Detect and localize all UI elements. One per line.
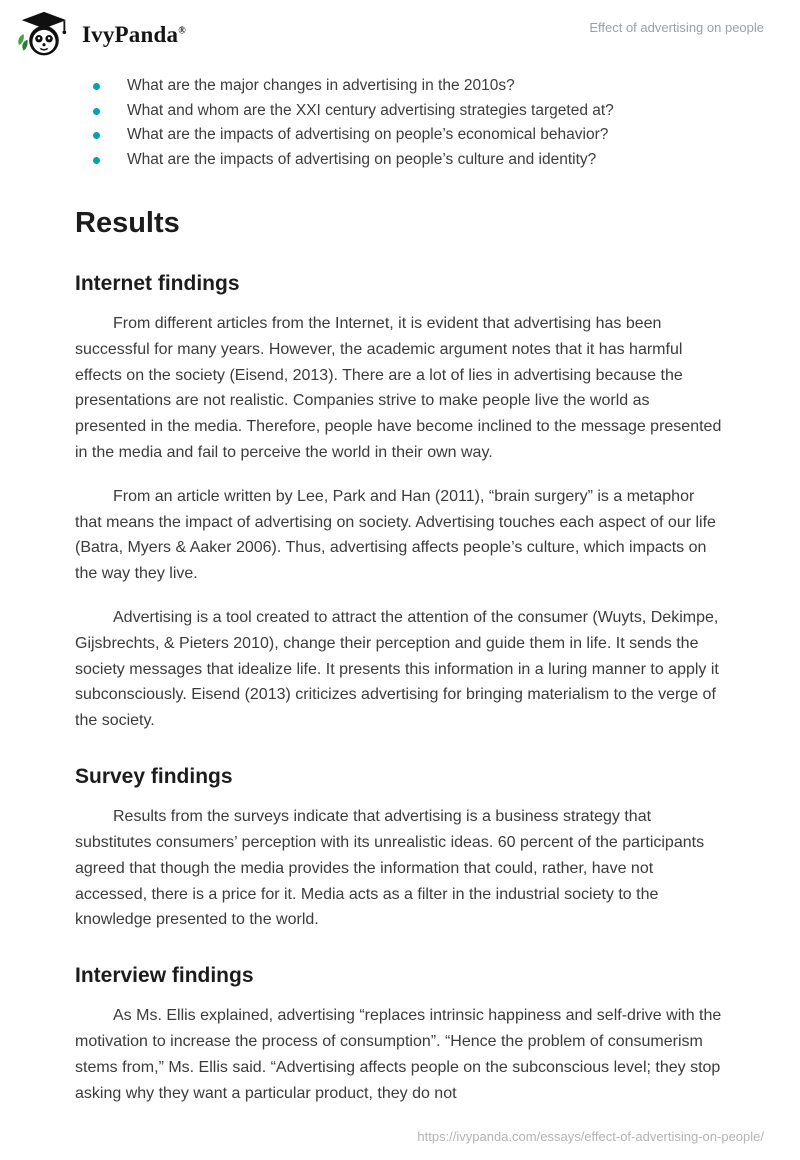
paragraph: Results from the surveys indicate that advertising is a business strategy that substitutes consumers’ perception with its unrealistic ideas. 60 percent of the participants agreed that though the media provides the information that could, rather, have not accessed, there is a price for it. Media acts as a filter in the industrial society to the knowledge presented to the world. [75,808,705,929]
subheading-interview-findings: Interview findings [75,964,254,988]
list-item [93,74,725,99]
list-item [93,99,725,124]
brand-wordmark: IvyPanda [82,22,179,47]
bullet-icon [93,83,100,90]
bullet-icon [93,108,100,115]
bullet-text: What are the major changes in advertising in the 2010s? [127,77,515,94]
bullet-text: What are the impacts of advertising on people’s economical behavior? [127,126,609,143]
page-footer [417,1128,764,1146]
paragraph: As Ms. Ellis explained, advertising “replaces intrinsic happiness and self-drive with the motivation to increase the process of consumption”. “Hence the problem of consumerism stems from,” Ms. Ellis said. “Advertising affects people on the subconscious level; they stop asking why they want a particular product, they do not [75,1007,722,1102]
document-title: Effect of advertising on people [589,20,764,35]
brand-name [82,22,186,48]
ivypanda-panda-logo-icon [16,10,72,60]
section-heading-results: Results [75,207,180,239]
brand-logo-link[interactable] [16,10,186,60]
page-header [0,0,800,60]
list-item [93,123,725,148]
paragraph: From different articles from the Internet, it is evident that advertising has been successful for many years. However, the academic argument notes that it has harmful effects on the society (Eisend, 2013). There are a lot of lies in advertising because the presentations are not realistic. Companies strive to make people live the world as presented in the media. Therefore, people have become inclined to the message presented in the media and fail to perceive the world in their own way. [75,315,722,462]
source-url-link[interactable]: https://ivypanda.com/essays/effect-of-advertising-on-people/ [417,1129,764,1144]
paragraph: Advertising is a tool created to attract the attention of the consumer (Wuyts, Dekimpe, Gijsbrechts, & Pieters 2010), change their perception and guide them in life. It sends the society messages that idealize life. It presents this information in a luring manner to apply it subconsciously. Eisend (2013) criticizes advertising for bringing materialism to the verge of the society. [75,609,719,730]
bullet-icon [93,157,100,164]
question-list [75,74,725,172]
bullet-icon [93,132,100,139]
bullet-text: What and whom are the XXI century advertising strategies targeted at? [127,101,614,119]
registered-mark: ® [178,25,186,37]
essay-content [0,74,800,1107]
bullet-text: What are the impacts of advertising on people’s culture and identity? [127,150,597,168]
subheading-survey-findings: Survey findings [75,765,233,788]
subheading-internet-findings: Internet findings [75,271,240,295]
paragraph: From an article written by Lee, Park and Han (2011), “brain surgery” is a metaphor that means the impact of advertising on society. Advertising touches each aspect of our life (Batra, Myers & Aaker 2006). Thus, advertising affects people’s culture, which impacts on the way they live. [75,487,716,583]
list-item [93,148,725,173]
